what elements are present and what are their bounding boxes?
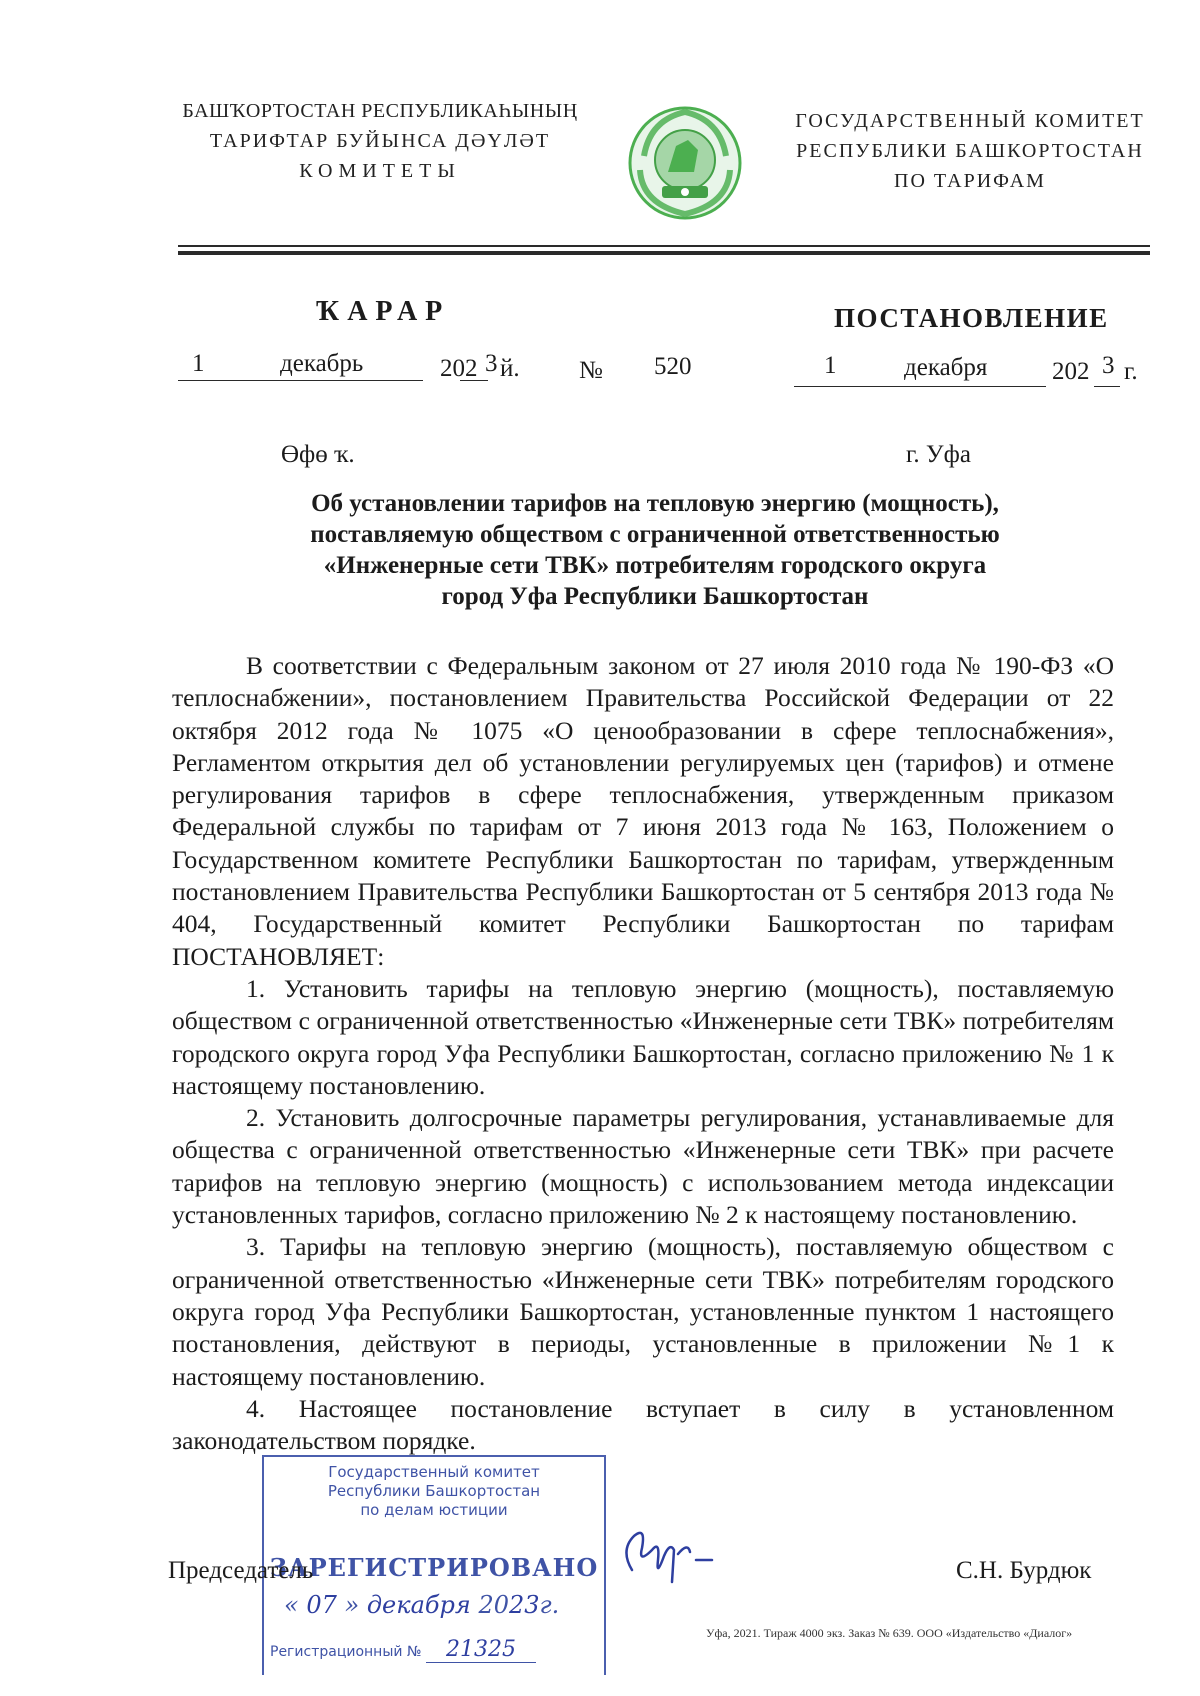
stamp-date-day: 07	[306, 1591, 337, 1619]
clause-3: 3. Тарифы на тепловую энергию (мощность), поставляемую обществом с ограниченной ответственностью «Инженерные сети ТВК» потребителям городского округа город Уфа Республики Башкортостан, установленные пунктом 1 настоящего постановления, действуют в периоды, установленные в приложении №1 к настоящему постановлению.	[172, 1232, 1114, 1391]
date-russian-month: декабря	[904, 354, 988, 381]
date-russian-year-digit: 3	[1102, 352, 1115, 379]
header-divider-thick	[178, 251, 1150, 255]
header-russian	[780, 106, 1160, 196]
date-russian-day: 1	[824, 352, 837, 379]
printing-imprint: Уфа, 2021. Тираж 4000 экз. Заказ № 639. ООО «Издательство «Диалог»	[706, 1626, 1073, 1640]
document-title	[190, 488, 1120, 612]
header-russian-line-1: ГОСУДАРСТВЕННЫЙ КОМИТЕТ	[795, 110, 1145, 132]
stamp-date-century: 20	[478, 1591, 509, 1619]
doc-type-bashkir: ҠАРАР	[316, 296, 451, 327]
city-russian: г. Уфа	[906, 441, 971, 468]
stamp-line-2: Республики Башкортостан	[327, 1482, 541, 1500]
title-line-1: Об установлении тарифов на тепловую энергию (мощность),	[311, 490, 999, 517]
clause-2: 2. Установить долгосрочные параметры регулирования, устанавливаемые для общества с ограниченной ответственностью «Инженерные сети ТВК» при расчете тарифов на тепловую энергию (мощность) с использованием метода индексации установленных тарифов, согласно приложению № 2 к настоящему постановлению.	[172, 1103, 1114, 1230]
clause-1: 1. Установить тарифы на тепловую энергию (мощность), поставляемую обществом с ограниченной ответственностью «Инженерные сети ТВК» потребителям городского округа город Уфа Республики Башкортостан, согласно приложению № 1 к настоящему постановлению.	[172, 973, 1114, 1100]
signature-icon	[612, 1520, 722, 1590]
stamp-date-year: 23	[509, 1591, 540, 1619]
signatory-position: Председатель	[168, 1557, 314, 1584]
city-bashkir: Өфө ҡ.	[281, 441, 355, 468]
header-bashkir-line-3: КОМИТЕТЫ	[299, 160, 461, 182]
stamp-date-month: декабря	[366, 1591, 471, 1619]
stamp-line-1: Государственный комитет	[328, 1463, 540, 1481]
number-sign: №	[579, 357, 603, 384]
date-bashkir-year-digit: 3	[485, 350, 498, 377]
doc-type-russian: ПОСТАНОВЛЕНИЕ	[834, 303, 1109, 333]
preamble-paragraph: В соответствии с Федеральным законом от 27 июля 2010 года № 190-ФЗ «О теплоснабжении», постановлением Правительства Российской Федерации от 22 октября 2012 года № 1075 «О ценообразовании в сфере теплоснабжения», Регламентом открытия дел об установлении регулируемых цен (тарифов) и отмене регулирования тарифов в сфере теплоснабжения, утвержденным приказом Федеральной службы по тарифам от 7 июня 2013 года № 163, Положением о Государственном комитете Республики Башкортостан по тарифам, утвержденным постановлением Правительства Республики Башкортостан от 5 сентября 2013 года № 404, Государственный комитет Республики Башкортостан по тарифам ПОСТАНОВЛЯЕТ:	[172, 651, 1114, 971]
date-bashkir-suffix: й.	[500, 355, 520, 382]
signatory-name: С.Н. Бурдюк	[956, 1557, 1092, 1584]
header-bashkir-line-2: ТАРИФТАР БУЙЫНСА ДӘҮЛӘТ	[209, 130, 551, 152]
title-line-4: город Уфа Республики Башкортостан	[441, 583, 869, 610]
date-bashkir-day: 1	[192, 350, 205, 377]
date-russian	[794, 352, 1149, 392]
stamp-reg-number: 21325	[426, 1637, 536, 1663]
stamp-authority	[264, 1463, 604, 1520]
header-russian-line-3: ПО ТАРИФАМ	[894, 170, 1046, 192]
title-line-2: поставляемую обществом с ограниченной ответственностью	[310, 521, 1000, 548]
date-russian-suffix: г.	[1124, 358, 1138, 385]
clause-4: 4. Настоящее постановление вступает в силу в установленном законодательством порядке.	[172, 1393, 1114, 1456]
date-bashkir	[178, 350, 538, 386]
header-bashkir	[150, 96, 610, 186]
header-russian-line-2: РЕСПУБЛИКИ БАШКОРТОСТАН	[796, 140, 1144, 162]
stamp-date-mid: »	[344, 1591, 360, 1619]
stamp-date-suffix: г.	[539, 1591, 560, 1619]
header-divider-thin	[178, 245, 1150, 247]
document-body	[172, 650, 1114, 1457]
stamp-date	[284, 1591, 584, 1619]
stamp-line-3: по делам юстиции	[360, 1501, 508, 1519]
registration-stamp	[262, 1455, 606, 1675]
date-bashkir-year-prefix: 202	[440, 355, 478, 382]
date-bashkir-month: декабрь	[280, 350, 364, 377]
bashkortostan-emblem-icon	[622, 100, 748, 226]
stamp-registered: ЗАРЕГИСТРИРОВАНО	[269, 1553, 599, 1582]
document-number: 520	[654, 353, 692, 380]
stamp-registration	[270, 1637, 600, 1662]
date-russian-year-prefix: 202	[1052, 358, 1090, 385]
stamp-date-open: «	[284, 1591, 299, 1619]
header-bashkir-line-1: БАШҠОРТОСТАН РЕСПУБЛИКАҺЫНЫҢ	[182, 100, 578, 122]
title-line-3: «Инженерные сети ТВК» потребителям городского округа	[323, 552, 987, 579]
stamp-reg-label: Регистрационный №	[270, 1644, 422, 1660]
